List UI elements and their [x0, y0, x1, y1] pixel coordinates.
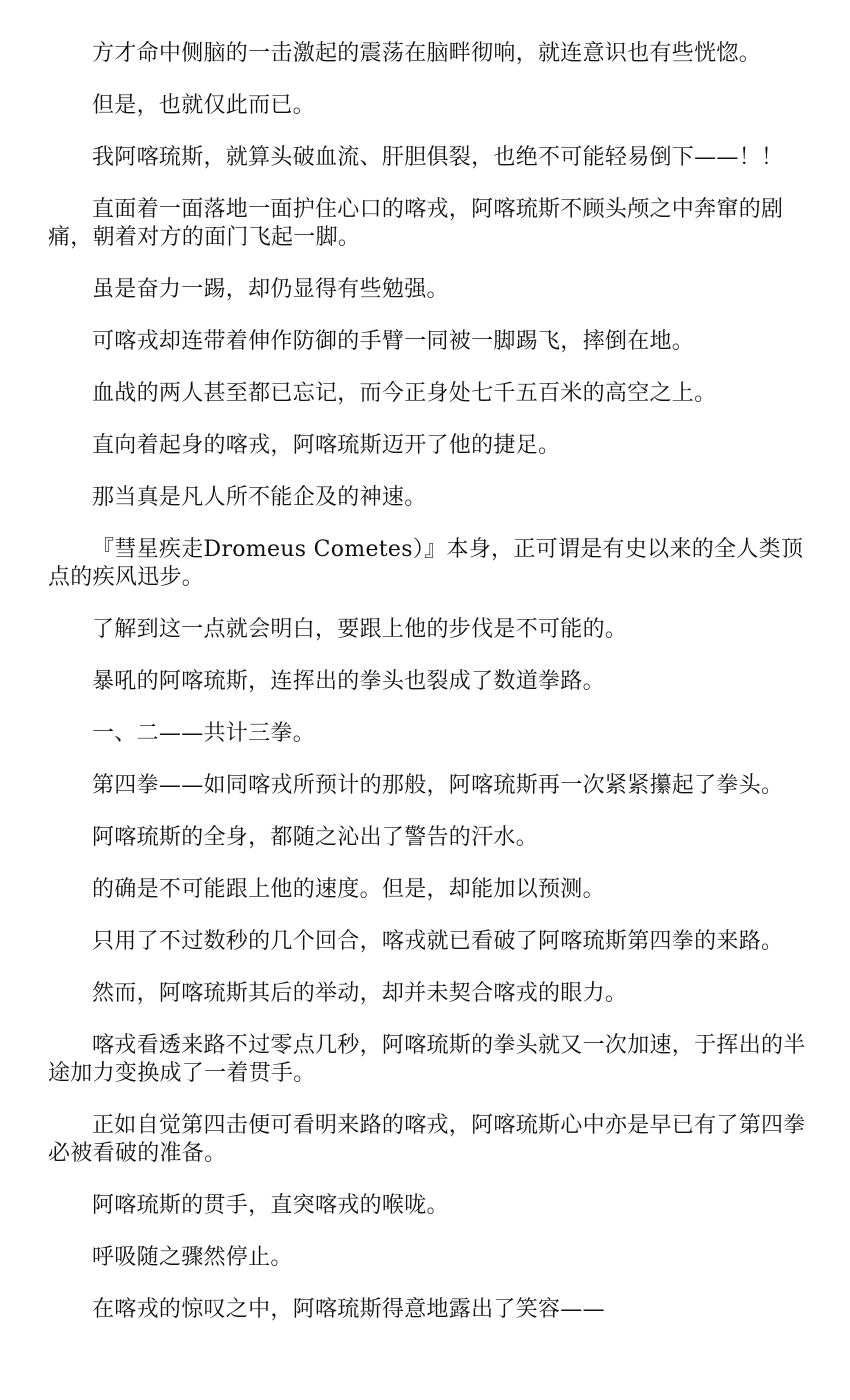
paragraph: 只用了不过数秒的几个回合，喀戎就已看破了阿喀琉斯第四拳的来路。: [92, 929, 784, 954]
paragraph: 方才命中侧脑的一击激起的震荡在脑畔彻响，就连意识也有些恍惚。: [92, 41, 762, 66]
paragraph: 呼吸随之骤然停止。: [92, 1245, 293, 1270]
paragraph: 喀戎看透来路不过零点几秒，阿喀琉斯的拳头就又一次加速，于挥出的半途加力变换成了一着贯手。: [48, 1033, 806, 1086]
paragraph: 在喀戎的惊叹之中，阿喀琉斯得意地露出了笑容——: [92, 1297, 605, 1322]
paragraph: 第四拳——如同喀戎所预计的那般，阿喀琉斯再一次紧紧攥起了拳头。: [92, 773, 784, 798]
paragraph: 阿喀琉斯的全身，都随之沁出了警告的汗水。: [92, 825, 539, 850]
paragraph: 一、二——共计三拳。: [92, 721, 316, 746]
paragraph: 阿喀琉斯的贯手，直突喀戎的喉咙。: [92, 1193, 449, 1218]
paragraph: 可喀戎却连带着伸作防御的手臂一同被一脚踢飞，摔倒在地。: [92, 329, 695, 354]
paragraph: 我阿喀琉斯，就算头破血流、肝胆俱裂，也绝不可能轻易倒下——！！: [92, 145, 784, 170]
paragraph: 『彗星疾走Dromeus Cometes）』本身，正可谓是有史以来的全人类顶点的疾风迅步。: [48, 537, 804, 590]
paragraph: 那当真是凡人所不能企及的神速。: [92, 485, 427, 510]
paragraph: 的确是不可能跟上他的速度。但是，却能加以预测。: [92, 877, 605, 902]
paragraph: 直面着一面落地一面护住心口的喀戎，阿喀琉斯不顾头颅之中奔窜的剧痛，朝着对方的面门飞起一脚。: [48, 197, 784, 250]
paragraph: 虽是奋力一踢，却仍显得有些勉强。: [92, 277, 449, 302]
paragraph: 正如自觉第四击便可看明来路的喀戎，阿喀琉斯心中亦是早已有了第四拳必被看破的准备。: [48, 1113, 806, 1166]
paragraph: 但是，也就仅此而已。: [92, 93, 316, 118]
paragraph: 血战的两人甚至都已忘记，而今正身处七千五百米的高空之上。: [92, 381, 717, 406]
paragraph: 了解到这一点就会明白，要跟上他的步伐是不可能的。: [92, 617, 628, 642]
paragraph: 暴吼的阿喀琉斯，连挥出的拳头也裂成了数道拳路。: [92, 669, 605, 694]
document-body: [48, 40, 808, 1324]
paragraph: 然而，阿喀琉斯其后的举动，却并未契合喀戎的眼力。: [92, 981, 628, 1006]
paragraph: 直向着起身的喀戎，阿喀琉斯迈开了他的捷足。: [92, 433, 561, 458]
